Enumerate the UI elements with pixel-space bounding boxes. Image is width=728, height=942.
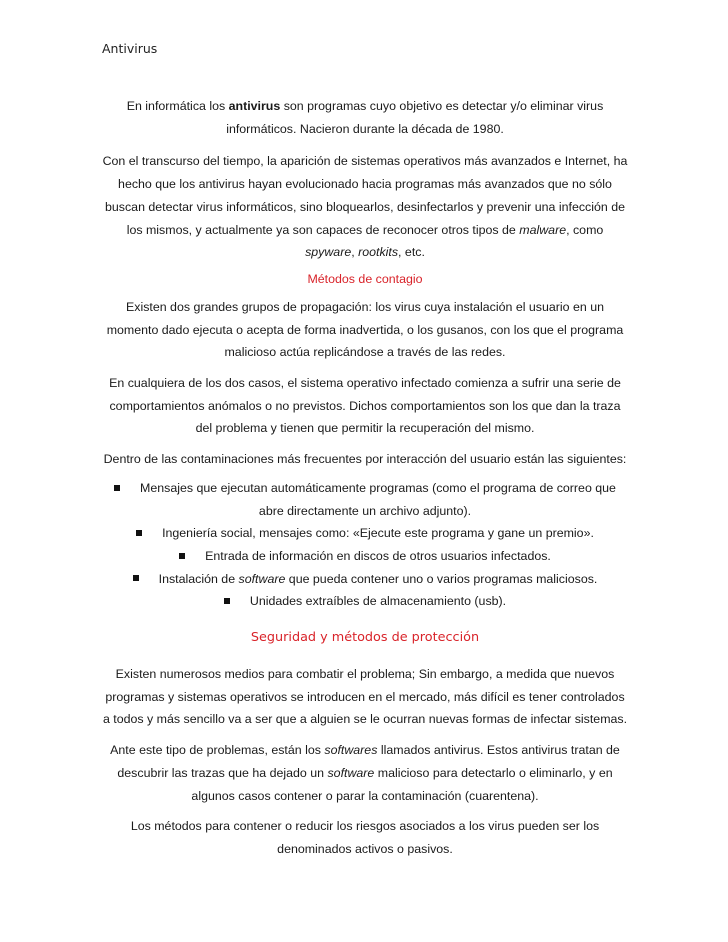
bullet-icon xyxy=(224,598,230,604)
paragraph-text: malicioso para detectarlo o eliminarlo, y en algunos casos contener o parar la contaminación (cuarentena). xyxy=(191,765,613,803)
methods-paragraph: Los métodos para contener o reducir los riesgos asociados a los virus pueden ser los denominados activos o pasivos. xyxy=(130,819,600,856)
list-item xyxy=(102,477,628,522)
list-item-text: Mensajes que ejecutan automáticamente programas (como el programa de correo que abre directamente un archivo adjunto). xyxy=(140,480,616,518)
list-item xyxy=(102,545,628,568)
bullet-icon xyxy=(136,530,142,536)
paragraph-text: Ante este tipo de problemas, están los xyxy=(110,743,325,758)
software-term: software xyxy=(327,765,375,780)
section-heading-proteccion: Seguridad y métodos de protección xyxy=(250,630,480,646)
document-body xyxy=(102,95,628,861)
evolution-paragraph xyxy=(102,150,628,264)
section-heading-contagio: Métodos de contagio xyxy=(307,271,423,286)
symptoms-paragraph: En cualquiera de los dos casos, el sistema operativo infectado comienza a sufrir una serie de comportamientos anómalos o no previstos. Dichos comportamientos son los que dan la traza del problema y tienen que permitir la recuperación del mismo. xyxy=(109,376,621,436)
bullet-icon xyxy=(179,553,185,559)
spyware-term: spyware xyxy=(305,245,352,260)
list-item-text: Instalación de xyxy=(158,571,239,586)
combat-paragraph: Existen numerosos medios para combatir el problema; Sin embargo, a medida que nuevos programas y sistemas operativos se introducen en el mercado, más difícil es tener controlados a todos y más sencillo va a ser que a alguien se le ocurran nuevas formas de infectar sistemas. xyxy=(102,667,628,727)
intro-text-start: En informática los xyxy=(126,99,229,113)
list-item xyxy=(102,522,628,545)
evolution-text: Con el transcurso del tiempo, la aparición de sistemas operativos más avanzados e Internet, ha hecho que los antivirus hayan evolucionado hacia programas más avanzados que no sólo buscan detectar virus informáticos, sino bloquearlos, desinfectarlos y prevenir una infección de los mismos, y actualmente ya son capaces de reconocer otros tipos de xyxy=(102,154,628,237)
evolution-text: , etc. xyxy=(398,245,425,260)
contamination-list xyxy=(102,477,628,613)
softwares-term: softwares xyxy=(324,743,378,758)
intro-bold-term: antivirus xyxy=(228,99,281,113)
list-item xyxy=(102,568,628,591)
software-term: software xyxy=(238,571,286,586)
intro-paragraph xyxy=(102,95,628,140)
list-item xyxy=(102,590,628,613)
list-item-text: Entrada de información en discos de otros usuarios infectados. xyxy=(205,548,551,563)
paragraph-text: llamados antivirus. Estos antivirus tratan de descubrir las trazas que ha dejado un xyxy=(117,743,620,780)
list-item-text: Unidades extraíbles de almacenamiento (usb). xyxy=(249,594,507,609)
rootkits-term: rootkits xyxy=(358,245,399,260)
bullet-icon xyxy=(114,485,120,491)
antivirus-paragraph xyxy=(102,739,628,807)
contamination-intro-paragraph: Dentro de las contaminaciones más frecuentes por interacción del usuario están las siguientes: xyxy=(103,452,627,467)
list-item-text: que pueda contener uno o varios programas maliciosos. xyxy=(285,571,598,586)
malware-term: malware xyxy=(519,222,567,237)
intro-text-end: son programas cuyo objetivo es detectar y/o eliminar virus informáticos. Nacieron durante la década de 1980. xyxy=(226,99,604,136)
page-header: Antivirus xyxy=(102,41,158,56)
evolution-text: , xyxy=(351,245,359,260)
evolution-text: , como xyxy=(566,222,604,237)
bullet-icon xyxy=(133,575,139,581)
list-item-text: Ingeniería social, mensajes como: «Ejecute este programa y gane un premio». xyxy=(162,526,594,541)
propagation-paragraph: Existen dos grandes grupos de propagación: los virus cuya instalación el usuario en un momento dado ejecuta o acepta de forma inadvertida, o los gusanos, con los que el programa malicioso actúa replicándose a través de las redes. xyxy=(106,299,624,360)
